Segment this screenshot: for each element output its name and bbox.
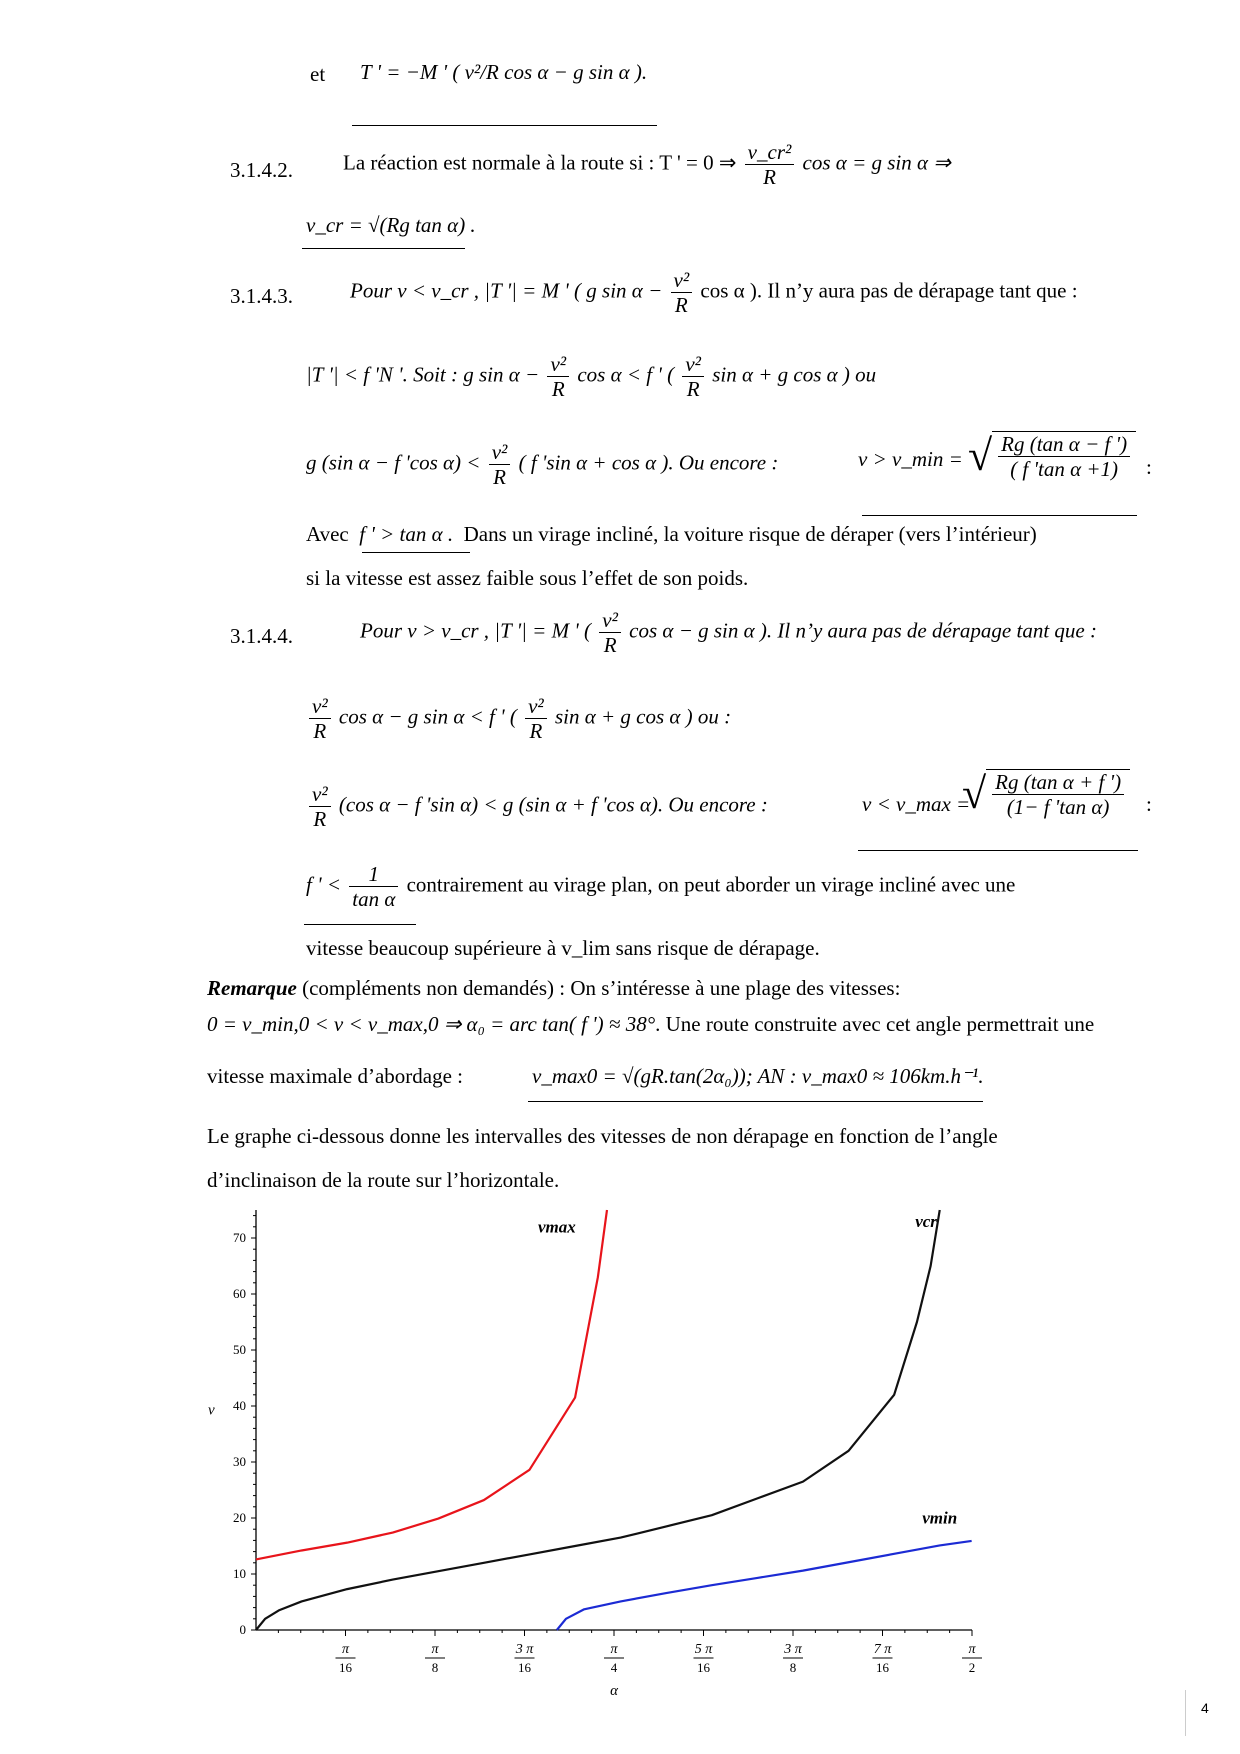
- y-tick-label: 20: [233, 1510, 246, 1525]
- text: ( f 'sin α + cos α ). Ou encore :: [518, 450, 779, 475]
- y-axis-label: v: [208, 1402, 215, 1419]
- text: f ' <: [306, 872, 341, 897]
- text: vitesse beaucoup supérieure à v_lim sans risque de dérapage.: [306, 936, 820, 960]
- fraction-vcr2-R: $\frac{\text{v\_cr²}}{R}$: [745, 140, 795, 189]
- vmax-sqrt: [962, 768, 1130, 821]
- text: vitesse maximale d’abordage :: [207, 1064, 463, 1088]
- text: cos α = g sin α ⇒: [802, 150, 951, 175]
- x-tick-label-den: 8: [431, 1660, 439, 1675]
- fraction-v2-R: $\frac{\text{v²}}{R}$: [547, 352, 569, 401]
- x-tick-label-den: 16: [339, 1660, 352, 1675]
- vmin-formula: [858, 447, 963, 472]
- series-label-v_min: vmin: [922, 1508, 958, 1528]
- line-1: [310, 62, 325, 87]
- remark-eq: 0 = v_min,0 < v < v_max,0 ⇒ α₀ = arc tan( f ') ≈ 38°: [207, 1012, 656, 1036]
- section-3142: [230, 158, 293, 183]
- x-tick-label-num: π: [610, 1642, 618, 1657]
- y-tick-label: 60: [233, 1286, 246, 1301]
- x-tick-label-num: π: [968, 1642, 976, 1657]
- section-number: 3.1.4.2.: [230, 158, 293, 182]
- fraction-v2-R: $\frac{\text{v²}}{R}$: [682, 352, 704, 401]
- fraction-1-tan: $\frac{1}{\text{tan α}}$: [349, 862, 398, 911]
- text: |T '| < f 'N '. Soit : g sin α −: [306, 362, 540, 387]
- text: cos α ). Il n’y aura pas de dérapage tant que :: [700, 278, 1078, 303]
- underline-fcond2: [304, 924, 416, 925]
- vcr-result: [306, 213, 476, 238]
- y-tick-label: 40: [233, 1398, 246, 1413]
- x-tick-label-den: 16: [697, 1660, 710, 1675]
- text: (compléments non demandés) : On s’intéresse à une plage des vitesses:: [296, 976, 901, 1000]
- text: Pour v < v_cr , |T '| = M ' ( g sin α −: [350, 278, 663, 303]
- sqrt-body: $\frac{\text{Rg (tan α + f ')}}{\text{(1− f 'tan α)}}$: [986, 769, 1130, 819]
- vcr-result-text: v_cr = √(Rg tan α) .: [306, 213, 476, 237]
- chart-axes: [251, 1210, 972, 1636]
- text: contrairement au virage plan, on peut aborder un virage incliné avec une: [406, 872, 1016, 897]
- x-tick-label-den: 16: [518, 1660, 531, 1675]
- text: Avec: [306, 522, 349, 546]
- fcond-line2: [306, 936, 820, 961]
- x-tick-label-num: 3 π: [784, 1642, 802, 1657]
- underline-fcond: [362, 552, 470, 553]
- section-3143-line3: [306, 440, 778, 489]
- underline-vcr: [302, 248, 465, 249]
- series-line-v_max: [256, 1210, 607, 1559]
- fraction-v2-R: $\frac{\text{v²}}{R}$: [671, 268, 693, 317]
- underline-vmax: [858, 850, 1138, 851]
- text: g (sin α − f 'cos α) <: [306, 450, 481, 475]
- fraction-v2-R: $\frac{\text{v²}}{R}$: [309, 694, 331, 743]
- avec-line: [306, 522, 1037, 547]
- underline-1: [352, 125, 657, 126]
- text: v_max0 = √(gR.tan(2α₀)); AN : v_max0 ≈ 106km.h⁻¹.: [532, 1064, 984, 1088]
- text: cos α − g sin α < f ' (: [338, 704, 517, 729]
- fraction-v2-R: $\frac{\text{v²}}{R}$: [309, 782, 331, 831]
- x-tick-label-num: 5 π: [694, 1642, 713, 1657]
- series-label-v_max: vmax: [537, 1217, 576, 1237]
- chart-series: [256, 1210, 972, 1630]
- text: sin α + g cos α ) ou: [712, 362, 877, 387]
- chart-labels: [208, 1212, 982, 1699]
- x-tick-label-den: 4: [610, 1660, 618, 1675]
- remark-line3: [207, 1064, 463, 1089]
- y-tick-label: 70: [233, 1230, 246, 1245]
- text: La réaction est normale à la route si : T ' = 0 ⇒: [343, 150, 737, 175]
- y-tick-label: 0: [239, 1622, 246, 1637]
- text: Dans un virage incliné, la voiture risque de déraper (vers l’intérieur): [463, 522, 1037, 546]
- section-3144-line2: [306, 694, 731, 743]
- text: (cos α − f 'sin α) < g (sin α + f 'cos α). Ou encore :: [338, 792, 768, 817]
- section-number: 3.1.4.4.: [230, 624, 293, 648]
- x-axis-label: α: [610, 1683, 618, 1699]
- text: sin α + g cos α ) ou :: [554, 704, 732, 729]
- text: cos α − g sin α ). Il n’y aura pas de dérapage tant que :: [629, 618, 1097, 643]
- avec-line2: [306, 566, 748, 591]
- text: si la vitesse est assez faible sous l’effet de son poids.: [306, 566, 749, 590]
- y-tick-label: 50: [233, 1342, 246, 1357]
- underline-vmin: [862, 515, 1137, 516]
- section-3144-line3: [306, 782, 768, 831]
- x-tick-label-den: 8: [789, 1660, 797, 1675]
- condition: f ' > tan α .: [359, 522, 454, 546]
- text: Pour v > v_cr , |T '| = M ' (: [360, 618, 592, 643]
- x-tick-label-num: 7 π: [873, 1642, 892, 1657]
- remark-line1: [207, 976, 900, 1001]
- y-tick-label: 30: [233, 1454, 246, 1469]
- text: v < v_max =: [862, 792, 971, 816]
- eq-tension: [360, 60, 647, 85]
- remark-eq2: [532, 1064, 984, 1089]
- colon: :: [1146, 792, 1152, 816]
- page-number: 4: [1185, 1690, 1240, 1736]
- section-3143: [230, 284, 293, 309]
- series-label-v_cr: vcr: [915, 1211, 937, 1231]
- x-tick-label-num: π: [341, 1642, 350, 1657]
- fcond-line: [306, 862, 1015, 911]
- vmin-sqrt: [968, 430, 1136, 483]
- text: v > v_min =: [858, 447, 963, 471]
- velocity-chart: [200, 1200, 1100, 1699]
- section-number: 3.1.4.3.: [230, 284, 293, 308]
- remark-line2: [207, 1012, 1094, 1037]
- fraction-v2-R: $\frac{\text{v²}}{R}$: [525, 694, 547, 743]
- remark-label: Remarque: [207, 976, 297, 1000]
- section-3143-line1: [350, 268, 1078, 317]
- sqrt-sign: √: [962, 769, 987, 818]
- section-3144: [230, 624, 293, 649]
- y-tick-label: 10: [233, 1566, 246, 1581]
- x-tick-label-den: 16: [876, 1660, 889, 1675]
- x-tick-label-den: 2: [968, 1660, 976, 1675]
- sqrt-body: $\frac{\text{Rg (tan α − f ')}}{\text{( f 'tan α +1)}}$: [992, 431, 1136, 481]
- graph-intro-1: Le graphe ci-dessous donne les intervalles des vitesses de non dérapage en fonction de l’angle: [207, 1124, 998, 1148]
- section-3144-line1: [360, 608, 1097, 657]
- fraction-v2-R: $\frac{\text{v²}}{R}$: [599, 608, 621, 657]
- underline-rem: [528, 1101, 983, 1102]
- graph-intro-2: d’inclinaison de la route sur l’horizontale.: [207, 1168, 560, 1192]
- text: cos α < f ' (: [577, 362, 675, 387]
- eq-tension-text: T ' = −M ' ( v²/R cos α − g sin α ).: [360, 60, 648, 84]
- text: . Une route construite avec cet angle permettrait une: [655, 1012, 1095, 1036]
- vmax-formula: [862, 792, 970, 817]
- x-tick-label-num: 3 π: [515, 1642, 534, 1657]
- sqrt-sign: √: [968, 431, 993, 480]
- series-line-v_min: [557, 1541, 972, 1630]
- lead-et: et: [310, 62, 326, 86]
- section-3143-line2: [306, 352, 876, 401]
- x-tick-label-num: π: [431, 1642, 439, 1657]
- colon: :: [1146, 455, 1152, 479]
- fraction-v2-R: $\frac{\text{v²}}{R}$: [489, 440, 511, 489]
- section-3142-text: [343, 140, 951, 189]
